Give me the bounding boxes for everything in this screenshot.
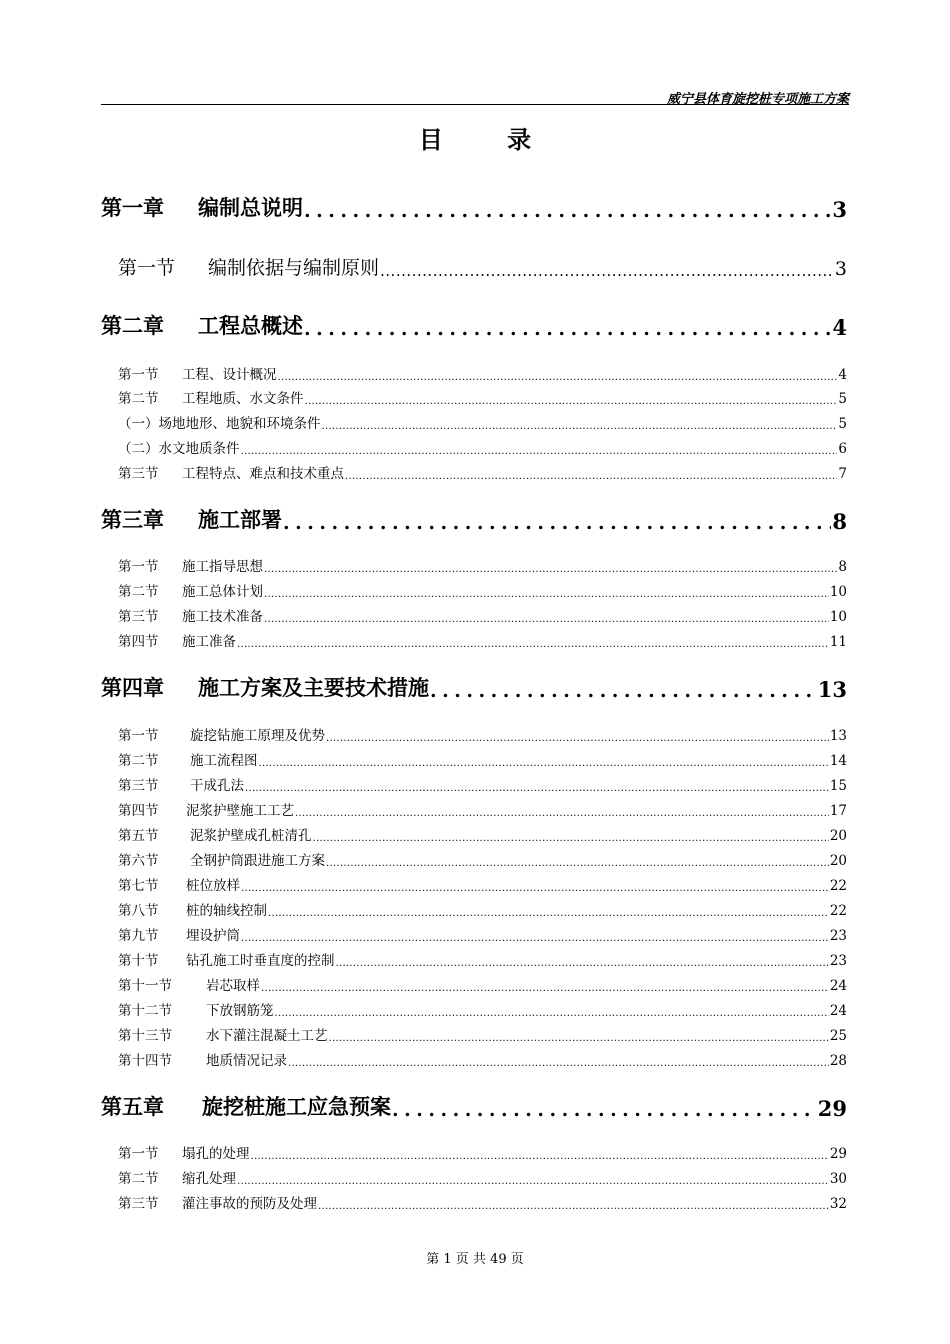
toc-number: 第十节	[118, 953, 159, 969]
toc-number: 第一节	[118, 1146, 159, 1162]
toc-title-text: 工程、设计概况	[182, 367, 277, 383]
dot-leader	[326, 733, 829, 744]
dot-leader	[264, 589, 829, 600]
toc-section[interactable]	[118, 1051, 847, 1069]
toc-section[interactable]	[118, 851, 847, 869]
toc-number: 第三节	[118, 1196, 159, 1212]
dot-leader	[305, 396, 838, 407]
toc-page-number: 6	[838, 441, 847, 457]
toc-title-text: 泥浆护壁施工工艺	[186, 803, 294, 819]
dot-leader	[304, 318, 831, 340]
toc-title-text: 灌注事故的预防及处理	[182, 1196, 317, 1212]
toc-title-text: 水文地质条件	[158, 441, 240, 457]
toc-title-text: 工程特点、难点和技术重点	[182, 466, 344, 482]
toc-page-number: 3	[832, 197, 847, 222]
toc-number: 第一节	[118, 728, 159, 744]
toc-page-number: 4	[838, 367, 847, 383]
toc-section[interactable]	[118, 365, 847, 383]
dot-leader	[241, 446, 838, 457]
dot-leader	[237, 639, 829, 650]
toc-title-text: 施工总体计划	[182, 584, 263, 600]
running-header-title: 威宁县体育旋挖桩专项施工方案	[666, 92, 849, 107]
toc-number: 第四节	[118, 803, 159, 819]
toc-section[interactable]	[118, 776, 847, 794]
toc-section[interactable]	[118, 976, 847, 994]
toc-title-text: 埋设护筒	[186, 928, 240, 944]
toc-page-number: 24	[829, 978, 847, 994]
toc-title-text: 施工准备	[182, 634, 236, 650]
toc-page-number: 28	[829, 1053, 847, 1069]
toc-title-text: 施工部署	[198, 507, 282, 532]
toc-title-text: 施工技术准备	[182, 609, 263, 625]
toc-number: 第三节	[118, 609, 159, 625]
toc-page-number: 25	[829, 1028, 847, 1044]
dot-leader	[251, 1151, 829, 1162]
toc-chapter-1[interactable]	[101, 196, 847, 222]
toc-section[interactable]	[118, 826, 847, 844]
toc-section[interactable]	[118, 464, 847, 482]
toc-section[interactable]	[118, 951, 847, 969]
toc-number: 第二节	[118, 391, 159, 407]
toc-page-number: 32	[829, 1196, 847, 1212]
toc-title-text: 地质情况记录	[206, 1053, 287, 1069]
header-divider	[101, 104, 849, 105]
toc-page-number: 30	[829, 1171, 847, 1187]
toc-page-number: 23	[829, 953, 847, 969]
toc-section[interactable]	[118, 582, 847, 600]
toc-section[interactable]	[118, 726, 847, 744]
toc-title-text: 施工流程图	[190, 753, 258, 769]
dot-leader	[245, 783, 829, 794]
toc-page-number: 3	[834, 258, 847, 280]
dot-leader	[430, 680, 817, 702]
toc-section[interactable]	[118, 1026, 847, 1044]
dot-leader	[380, 262, 834, 280]
toc-title-text: 塌孔的处理	[182, 1146, 250, 1162]
toc-number: 第二章	[101, 313, 164, 338]
toc-title-text: 施工指导思想	[182, 559, 263, 575]
toc-subsection[interactable]	[118, 439, 847, 457]
toc-number: 第一节	[118, 367, 159, 383]
dot-leader	[322, 421, 838, 432]
dot-leader	[261, 983, 829, 994]
toc-page-number: 17	[829, 803, 847, 819]
dot-leader	[264, 564, 837, 575]
toc-title-text: 桩的轴线控制	[186, 903, 267, 919]
toc-section[interactable]	[118, 1169, 847, 1187]
dot-leader	[275, 1008, 829, 1019]
toc-page-number: 20	[829, 828, 847, 844]
toc-title-text: 编制总说明	[198, 195, 303, 220]
toc-section[interactable]	[118, 607, 847, 625]
toc-page-number: 8	[832, 509, 847, 534]
toc-number: （二）	[118, 441, 159, 457]
toc-number: 第五节	[118, 828, 159, 844]
toc-section[interactable]	[118, 751, 847, 769]
toc-section[interactable]	[118, 557, 847, 575]
toc-number: 第三节	[118, 778, 159, 794]
dot-leader	[264, 614, 829, 625]
dot-leader	[295, 808, 829, 819]
dot-leader	[345, 471, 837, 482]
toc-page-number: 7	[838, 466, 847, 482]
toc-title-text: 旋挖钻施工原理及优势	[190, 728, 325, 744]
toc-page-number: 8	[838, 559, 847, 575]
toc-title-text: 工程地质、水文条件	[182, 391, 304, 407]
toc-number: （一）	[118, 416, 159, 432]
toc-title-text: 桩位放样	[186, 878, 240, 894]
toc-section[interactable]	[118, 801, 847, 819]
dot-leader	[288, 1058, 829, 1069]
toc-number: 第七节	[118, 878, 159, 894]
toc-title-text: 下放钢筋笼	[206, 1003, 274, 1019]
page-footer: 第 1 页 共 49 页	[426, 1252, 524, 1267]
toc-title: 目 录	[418, 125, 560, 154]
toc-page-number: 23	[829, 928, 847, 944]
toc-title-text: 岩芯取样	[206, 978, 260, 994]
toc-title-text: 水下灌注混凝土工艺	[206, 1028, 328, 1044]
toc-chapter-4[interactable]	[101, 676, 847, 702]
toc-page-number: 10	[829, 609, 847, 625]
toc-section[interactable]	[118, 389, 847, 407]
toc-number: 第一节	[118, 559, 159, 575]
toc-title-text: 编制依据与编制原则	[208, 257, 380, 279]
toc-section[interactable]	[118, 901, 847, 919]
toc-chapter-2[interactable]	[101, 314, 847, 340]
toc-page-number: 11	[829, 634, 847, 650]
toc-title-text: 干成孔法	[190, 778, 244, 794]
toc-number: 第九节	[118, 928, 159, 944]
toc-page-number: 24	[829, 1003, 847, 1019]
dot-leader	[241, 883, 829, 894]
dot-leader	[336, 958, 829, 969]
toc-number: 第四章	[101, 675, 164, 700]
toc-number: 第十三节	[118, 1028, 172, 1044]
toc-number: 第二节	[118, 584, 159, 600]
toc-page-number: 5	[838, 391, 847, 407]
toc-number: 第八节	[118, 903, 159, 919]
toc-page-number: 13	[817, 677, 847, 702]
toc-section[interactable]	[118, 1144, 847, 1162]
toc-section[interactable]	[118, 1001, 847, 1019]
dot-leader	[268, 908, 829, 919]
toc-number: 第三节	[118, 466, 159, 482]
toc-page-number: 15	[829, 778, 847, 794]
toc-page-number: 22	[829, 878, 847, 894]
toc-number: 第五章	[101, 1094, 164, 1119]
toc-section[interactable]	[118, 256, 847, 280]
toc-number: 第十二节	[118, 1003, 172, 1019]
toc-section[interactable]	[118, 632, 847, 650]
dot-leader	[237, 1176, 829, 1187]
toc-page-number: 10	[829, 584, 847, 600]
toc-section[interactable]	[118, 926, 847, 944]
dot-leader	[283, 512, 831, 534]
toc-number: 第二节	[118, 1171, 159, 1187]
toc-section[interactable]	[118, 876, 847, 894]
dot-leader	[326, 858, 829, 869]
dot-leader	[329, 1033, 829, 1044]
dot-leader	[304, 200, 831, 222]
toc-title-text: 旋挖桩施工应急预案	[202, 1094, 391, 1119]
toc-page-number: 14	[829, 753, 847, 769]
toc-title-text: 全钢护筒跟进施工方案	[190, 853, 325, 869]
toc-number: 第一节	[118, 257, 176, 279]
dot-leader	[259, 758, 829, 769]
toc-section[interactable]	[118, 1194, 847, 1212]
toc-number: 第四节	[118, 634, 159, 650]
toc-subsection[interactable]	[118, 414, 847, 432]
dot-leader	[318, 1201, 829, 1212]
dot-leader	[241, 933, 829, 944]
toc-number: 第二节	[118, 753, 159, 769]
dot-leader	[313, 833, 829, 844]
toc-number: 第六节	[118, 853, 159, 869]
toc-page-number: 5	[838, 416, 847, 432]
dot-leader	[392, 1099, 817, 1121]
toc-title-text: 钻孔施工时垂直度的控制	[186, 953, 335, 969]
toc-number: 第十四节	[118, 1053, 172, 1069]
toc-page-number: 13	[829, 728, 847, 744]
toc-chapter-3[interactable]	[101, 508, 847, 534]
toc-title-text: 工程总概述	[198, 313, 303, 338]
toc-page-number: 4	[832, 315, 847, 340]
toc-page-number: 22	[829, 903, 847, 919]
toc-title-text: 缩孔处理	[182, 1171, 236, 1187]
toc-page-number: 29	[829, 1146, 847, 1162]
dot-leader	[278, 372, 838, 383]
toc-chapter-5[interactable]	[101, 1095, 847, 1121]
toc-number: 第三章	[101, 507, 164, 532]
toc-title-text: 泥浆护壁成孔桩清孔	[190, 828, 312, 844]
toc-page-number: 29	[817, 1096, 847, 1121]
toc-number: 第一章	[101, 195, 164, 220]
toc-title-text: 施工方案及主要技术措施	[198, 675, 429, 700]
toc-page-number: 20	[829, 853, 847, 869]
toc-number: 第十一节	[118, 978, 172, 994]
toc-title-text: 场地地形、地貌和环境条件	[158, 416, 321, 432]
